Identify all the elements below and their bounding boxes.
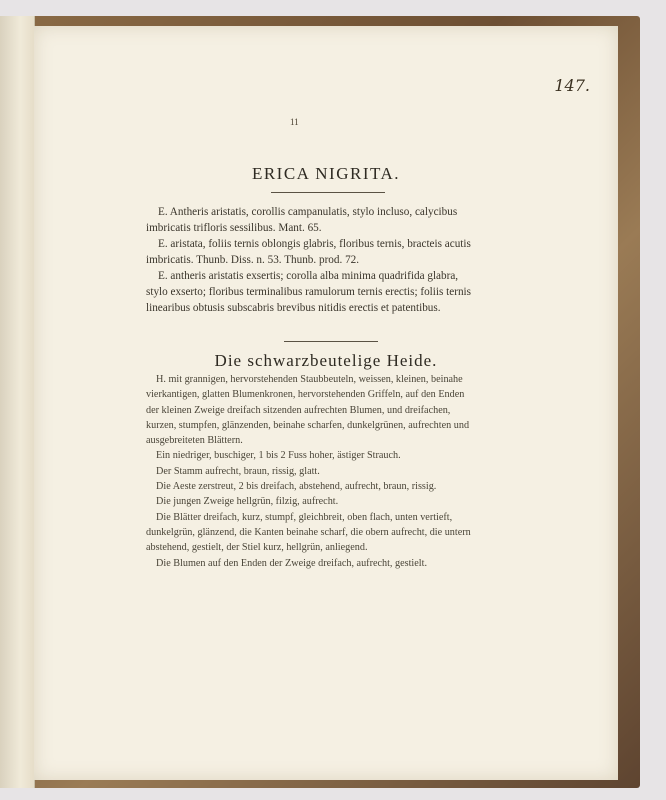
german-paragraph: Ein niedriger, buschiger, 1 bis 2 Fuss hoher, ästiger Strauch. — [156, 450, 401, 462]
german-title: Die schwarzbeutelige Heide. — [214, 351, 438, 370]
title-rule — [271, 192, 385, 193]
german-description — [146, 372, 472, 571]
latin-paragraph: E. Antheris aristatis, corollis campanulatis, stylo incluso, calycibus imbricatis trifloris sessilibus. Mant. 65. — [146, 206, 458, 234]
german-paragraph: Die jungen Zweige hellgrün, filzig, aufrecht. — [156, 496, 339, 508]
section-rule — [284, 341, 378, 342]
latin-paragraph: E. antheris aristatis exsertis; corolla alba minima quadrifida glabra, stylo exserto; floribus terminalibus ramulorum ternis erectis; foliis ternis linearibus obtusis subscabris brevibus nitidis erectis et patentibus. — [146, 270, 471, 314]
latin-description — [146, 204, 471, 316]
german-paragraph: Die Blätter dreifach, kurz, stumpf, gleichbreit, oben flach, unten vertieft, dunkelgrün, glänzend, die Kanten beinahe scharf, die obern aufrecht, die untern abstehend, gestielt, der Stiel kurz, hellgrün, anliegend. — [146, 511, 471, 554]
page-title: ERICA NIGRITA. — [251, 164, 401, 183]
signature-mark: 11 — [290, 117, 299, 127]
german-paragraph: Die Blumen auf den Enden der Zweige dreifach, aufrecht, gestielt. — [156, 557, 427, 569]
german-paragraph: Der Stamm aufrecht, braun, rissig, glatt. — [156, 465, 320, 477]
german-paragraph: H. mit grannigen, hervorstehenden Staubbeuteln, weissen, kleinen, beinahe vierkantigen, glatten Blumenkronen, hervorstehenden Griffeln, auf den Enden der kleinen Zweige dreifach sitzenden aufrechten Blumen, und dreifachen, kurzen, stumpfen, glänzenden, beinahe scharfen, dunkelgrünen, aufrechten und ausgebreiteten Blättern. — [146, 374, 470, 447]
latin-paragraph: E. aristata, foliis ternis oblongis glabris, floribus ternis, bracteis acutis imbricatis. Thunb. Diss. n. 53. Thunb. prod. 72. — [146, 238, 471, 266]
facing-page-edge — [0, 16, 35, 788]
german-paragraph: Die Aeste zerstreut, 2 bis dreifach, abstehend, aufrecht, braun, rissig. — [156, 481, 437, 493]
page-number: 147. — [554, 76, 590, 95]
book-page — [34, 26, 618, 780]
